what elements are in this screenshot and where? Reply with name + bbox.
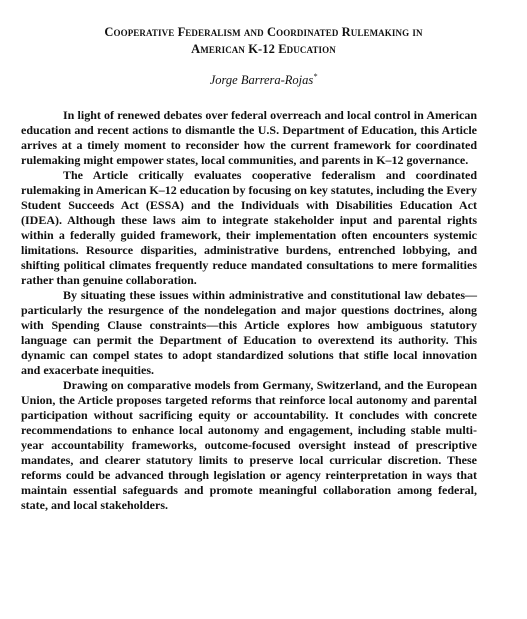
abstract-paragraph-1: In light of renewed debates over federal overreach and local control in American education and recent actions to dismantle the U.S. Department of Education, this Article arrives at a timely moment to reconsider how the current framework for coordinated rulemaking might empower states, local communities, and parents in K–12 governance. <box>21 108 477 167</box>
abstract-paragraph-4: Drawing on comparative models from Germany, Switzerland, and the European Union, the Article proposes targeted reforms that reinforce local autonomy and parental participation without sacrificing equity or accountability. It concludes with concrete recommendations to enhance local autonomy and engagement, including stable multi-year accountability frameworks, outcome-focused oversight instead of prescriptive mandates, and clearer statutory limits to preserve local curricular discretion. These reforms could be advanced through legislation or agency reinterpretation in ways that maintain essential safeguards and promote meaningful collaboration among federal, state, and local stakeholders. <box>21 378 477 512</box>
paper-title-line-2: American K-12 Education <box>191 42 336 56</box>
author-footnote-mark: * <box>313 71 318 81</box>
abstract-paragraph-3: By situating these issues within administrative and constitutional law debates—particularly the resurgence of the nondelegation and major questions doctrines, along with Spending Clause constraints—this Article explores how ambiguous statutory language can permit the Department of Education to overextend its authority. This dynamic can compel states to adopt standardized solutions that stifle local innovation and exacerbate inequities. <box>21 288 477 377</box>
paper-title-line-1: Cooperative Federalism and Coordinated Rulemaking in <box>104 25 423 39</box>
paper-title <box>20 24 507 58</box>
abstract <box>21 108 477 513</box>
author-name: Jorge Barrera-Rojas <box>209 73 314 87</box>
author-byline <box>0 73 527 88</box>
abstract-paragraph-2: The Article critically evaluates cooperative federalism and coordinated rulemaking in American K–12 education by focusing on key statutes, including the Every Student Succeeds Act (ESSA) and the Individuals with Disabilities Education Act (IDEA). Although these laws aim to integrate stakeholder input and parental rights within a federally guided framework, their implementation often encounters systemic limitations. Resource disparities, administrative burdens, entrenched lobbying, and shifting political climates frequently reduce mandated consultations to mere formalities rather than genuine collaboration. <box>21 168 477 287</box>
